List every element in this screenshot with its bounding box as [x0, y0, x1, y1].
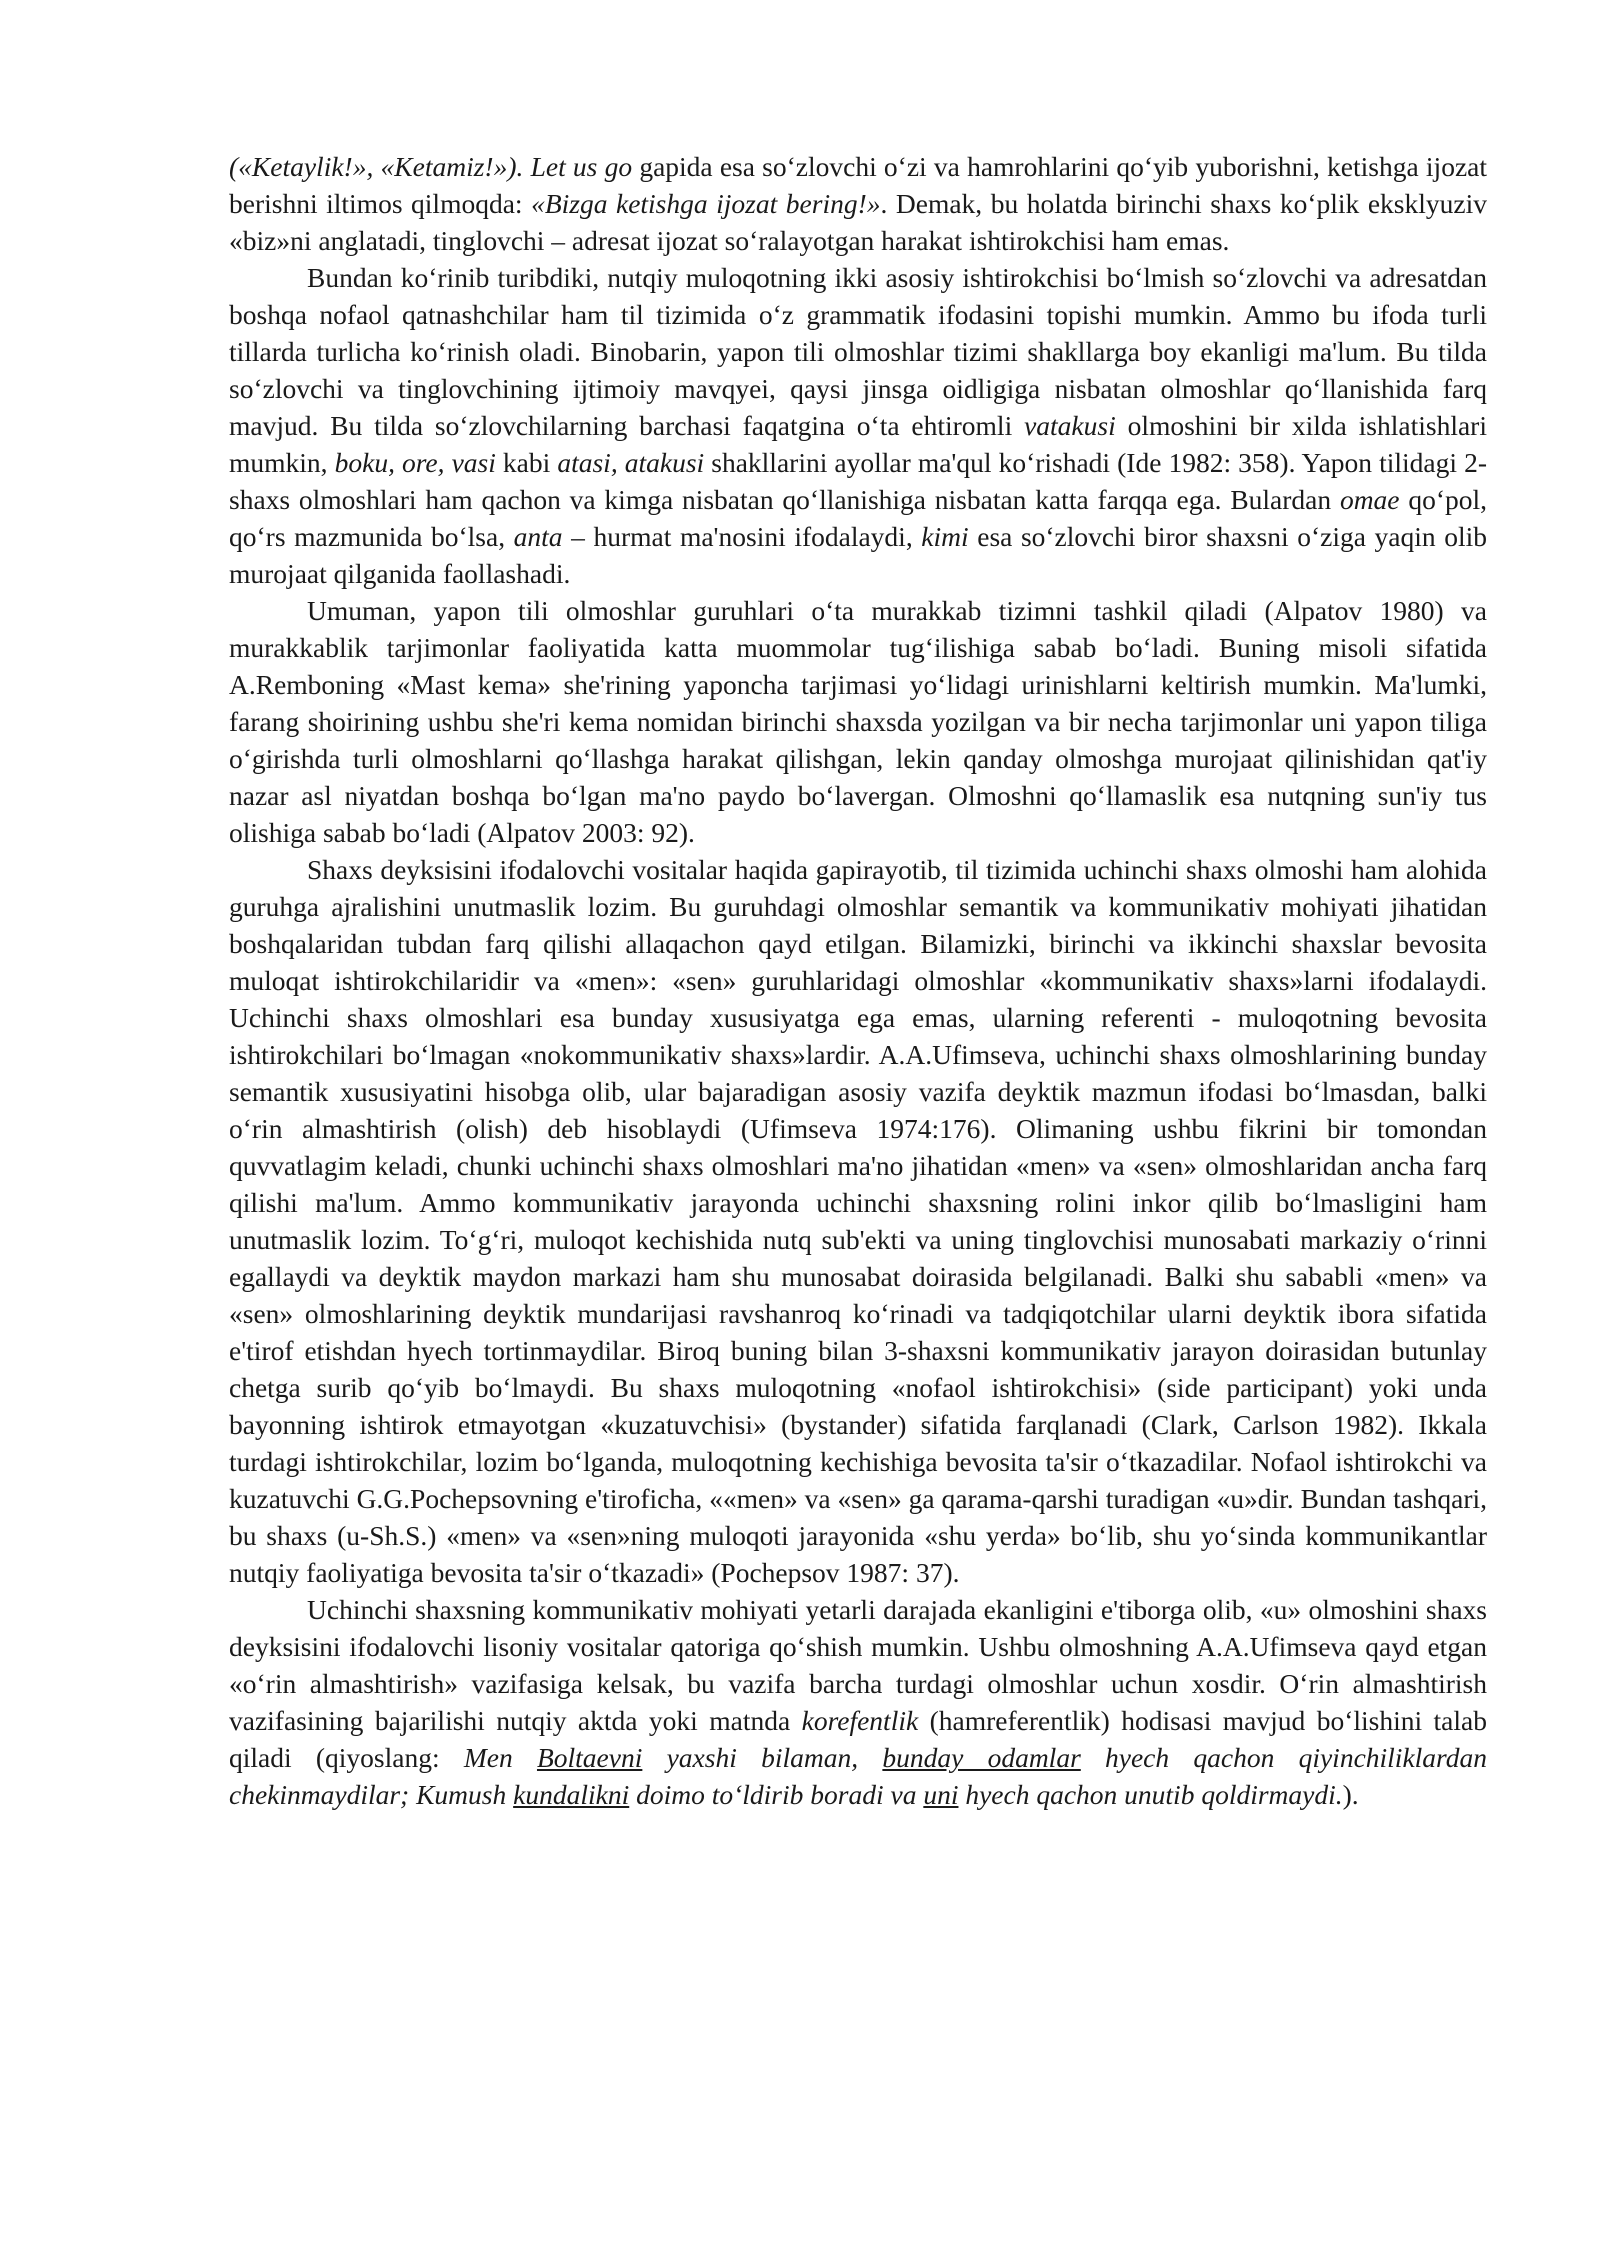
text-run: qo‘pol, qo‘rs mazmunida bo‘lsa, — [229, 484, 1487, 552]
text-run: gapida esa so‘zlovchi o‘zi va hamrohlarini qo‘yib yuborishni, ketishga ijozat berishni iltimos qilmoqda: — [229, 151, 1487, 219]
paragraph — [229, 1591, 1487, 1813]
italic-text: «Bizga ketishga ijozat bering!» — [531, 188, 881, 219]
paragraph — [229, 148, 1487, 259]
paragraph — [229, 851, 1487, 1591]
italic-text: boku, ore, vasi — [334, 447, 496, 478]
text-run: (hamreferentlik) hodisasi mavjud bo‘lishini talab qiladi (qiyoslang: — [229, 1705, 1487, 1773]
italic-text: vatakusi — [1024, 410, 1116, 441]
text-run: Umuman, yapon tili olmoshlar guruhlari o‘ta murakkab tizimni tashkil qiladi (Alpatov 1980) va murakkablik tarjimonlar faoliyatida katta muommolar tug‘ilishiga sabab bo‘ladi. Buning misoli sifatida A.Remboning «Mast kema» she'rining yaponcha tarjimasi yo‘lidagi urinishlarni keltirish mumkin. Ma'lumki, farang shoirining ushbu she'ri kema nomidan birinchi shaxsda yozilgan va bir necha tarjimonlar uni yapon tiliga o‘girishda turli olmoshlarni qo‘llashga harakat qilishgan, lekin qanday olmoshga murojaat qilinishidan qat'iy nazar asl niyatdan boshqa bo‘lgan ma'no paydo bo‘lavergan. Olmoshni qo‘llamaslik esa nutqning sun'iy tus olishiga sabab bo‘ladi (Alpatov 2003: 92). — [229, 595, 1487, 848]
document-page — [229, 148, 1487, 1813]
text-run: – hurmat ma'nosini ifodalaydi, — [562, 521, 922, 552]
italic-text: Men — [463, 1742, 537, 1773]
text-run: shakllarini ayollar ma'qul ko‘rishadi (Ide 1982: 358). Yapon tilidagi 2-shaxs olmoshlari ham qachon va kimga nisbatan qo‘llanishiga nisbatan katta farqqa ega. Bulardan — [229, 447, 1487, 515]
text-run: Uchinchi shaxsning kommunikativ mohiyati yetarli darajada ekanligini e'tiborga olib, «u» olmoshini shaxs deyksisini ifodalovchi lisoniy vositalar qatoriga qo‘shish mumkin. Ushbu olmoshning A.A.Ufimseva qayd etgan «o‘rin almashtirish» vazifasiga kelsak, bu vazifa barcha turdagi olmoshlar uchun xosdir. O‘rin almashtirish vazifasining bajarilishi nutqiy aktda yoki matnda — [229, 1594, 1487, 1736]
italic-text: atasi, atakusi — [557, 447, 705, 478]
text-run: Bundan ko‘rinib turibdiki, nutqiy muloqotning ikki asosiy ishtirokchisi bo‘lmish so‘zlovchi va adresatdan boshqa nofaol qatnashchilar ham til tizimida o‘z grammatik ifodasini topishi mumkin. Ammo bu ifoda turli tillarda turlicha ko‘rinish oladi. Binobarin, yapon tili olmoshlar tizimi shakllarga boy ekanligi ma'lum. Bu tilda so‘zlovchi va tinglovchining ijtimoiy mavqyei, qaysi jinsga oidligiga nisbatan olmoshlar qo‘llanishida farq mavjud. Bu tilda so‘zlovchilarning barchasi faqatgina o‘ta ehtiromli — [229, 262, 1487, 441]
text-run: esa so‘zlovchi biror shaxsni o‘ziga yaqin olib murojaat qilganida faollashadi. — [229, 521, 1487, 589]
italic-text: anta — [513, 521, 563, 552]
text-run: . Demak, bu holatda birinchi shaxs ko‘plik eksklyuziv «biz»ni anglatadi, tinglovchi – adresat ijozat so‘ralayotgan harakat ishtirokchisi ham emas. — [229, 188, 1487, 256]
italic-text: kimi — [921, 521, 969, 552]
paragraph — [229, 259, 1487, 592]
underlined-italic-text: kundalikni — [513, 1779, 630, 1810]
italic-text: («Ketaylik!», «Ketamiz!»). Let us go — [229, 151, 633, 182]
underlined-italic-text: bunday odamlar — [882, 1742, 1081, 1773]
text-run: Shaxs deyksisini ifodalovchi vositalar haqida gapirayotib, til tizimida uchinchi shaxs olmoshi ham alohida guruhga ajralishini unutmaslik lozim. Bu guruhdagi olmoshlar semantik va kommunikativ mohiyati jihatidan boshqalaridan tubdan farq qilishi allaqachon qayd etilgan. Bilamizki, birinchi va ikkinchi shaxslar bevosita muloqat ishtirokchilaridir va «men»: «sen» guruhlaridagi olmoshlar «kommunikativ shaxs»larni ifodalaydi. Uchinchi shaxs olmoshlari esa bunday xususiyatga ega emas, ularning referenti - muloqotning bevosita ishtirokchilari bo‘lmagan «nokommunikativ shaxs»lardir. A.A.Ufimseva, uchinchi shaxs olmoshlarining bunday semantik xususiyatini hisobga olib, ular bajaradigan asosiy vazifa deyktik mazmun ifodasi bo‘lmasdan, balki o‘rin almashtirish (olish) deb hisoblaydi (Ufimseva 1974:176). Olimaning ushbu fikrini bir tomondan quvvatlagim keladi, chunki uchinchi shaxs olmoshlari ma'no jihatidan «men» va «sen» olmoshlaridan ancha farq qilishi ma'lum. Ammo kommunikativ jarayonda uchinchi shaxsning rolini inkor qilib bo‘lmasligini ham unutmaslik lozim. To‘g‘ri, muloqot kechishida nutq sub'ekti va uning tinglovchisi munosabati markaziy o‘rinni egallaydi va deyktik maydon markazi ham shu munosabat doirasida belgilanadi. Balki shu sababli «men» va «sen» olmoshlarining deyktik mundarijasi ravshanroq ko‘rinadi va tadqiqotchilar ularni deyktik ibora sifatida e'tirof etishdan hyech tortinmaydilar. Biroq buning bilan 3-shaxsni kommunikativ jarayon doirasidan butunlay chetga surib qo‘yib bo‘lmaydi. Bu shaxs muloqotning «nofaol ishtirokchisi» (side participant) yoki unda bayonning ishtirok etmayotgan «kuzatuvchisi» (bystander) sifatida farqlanadi (Clark, Carlson 1982). Ikkala turdagi ishtirokchilar, lozim bo‘lganda, muloqotning kechishiga bevosita ta'sir o‘tkazadilar. Nofaol ishtirokchi va kuzatuvchi G.G.Pochepsovning e'tiroficha, ««men» va «sen» ga qarama-qarshi turadigan «u»dir. Bundan tashqari, bu shaxs (u-Sh.S.) «men» va «sen»ning muloqoti jarayonida «shu yerda» bo‘lib, shu yo‘sinda kommunikantlar nutqiy faoliyatiga bevosita ta'sir o‘tkazadi» (Pochepsov 1987: 37). — [229, 854, 1487, 1588]
italic-text: korefentlik — [801, 1705, 919, 1736]
underlined-italic-text: uni — [923, 1779, 959, 1810]
underlined-italic-text: Boltaevni — [536, 1742, 643, 1773]
text-run: ). — [1342, 1779, 1359, 1810]
text-run: kabi — [495, 447, 558, 478]
italic-text: omae — [1339, 484, 1400, 515]
italic-text: hyech qachon qiyinchiliklardan chekinmaydilar; Kumush — [229, 1742, 1487, 1810]
italic-text: doimo to‘ldirib boradi va — [629, 1779, 924, 1810]
text-run: olmoshini bir xilda ishlatishlari mumkin, — [229, 410, 1487, 478]
italic-text: yaxshi bilaman, — [642, 1742, 883, 1773]
italic-text: hyech qachon unutib qoldirmaydi. — [958, 1779, 1343, 1810]
paragraph — [229, 592, 1487, 851]
